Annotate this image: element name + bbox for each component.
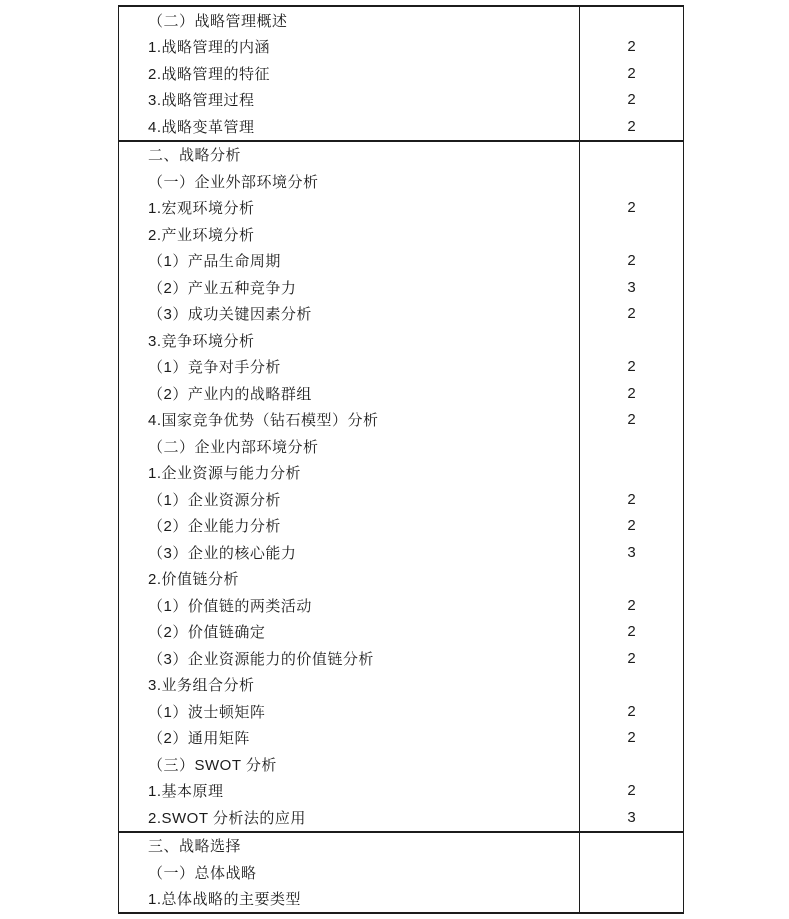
table-row: [119, 7, 683, 34]
row-hours: [579, 168, 683, 195]
table-row: [119, 433, 683, 460]
row-hours: 2: [579, 195, 683, 222]
table-row: [119, 513, 683, 540]
row-hours: 3: [579, 274, 683, 301]
table-row: [119, 195, 683, 222]
row-label: 1.总体战略的主要类型: [148, 891, 302, 909]
row-label: 3.竞争环境分析: [148, 332, 255, 350]
table-row: [119, 566, 683, 593]
row-label: （2）价值链确定: [148, 624, 266, 642]
table-section: [119, 140, 683, 831]
table-section: [119, 831, 683, 913]
row-label: 1.宏观环境分析: [148, 200, 255, 218]
table-row: [119, 60, 683, 87]
row-hours: 3: [579, 804, 683, 831]
row-label: 3.战略管理过程: [148, 92, 255, 110]
table-row: [119, 804, 683, 831]
table-row: [119, 142, 683, 169]
row-label: 二、战略分析: [148, 147, 242, 165]
row-label: 4.战略变革管理: [148, 118, 255, 136]
row-hours: [579, 433, 683, 460]
table-row: [119, 407, 683, 434]
row-label: 1.企业资源与能力分析: [148, 465, 302, 483]
table-row: [119, 327, 683, 354]
row-hours: [579, 859, 683, 886]
row-hours: 2: [579, 113, 683, 140]
row-hours: [579, 7, 683, 34]
row-hours: 2: [579, 380, 683, 407]
row-hours: 2: [579, 248, 683, 275]
table-row: [119, 778, 683, 805]
row-label: 三、战略选择: [148, 838, 242, 856]
row-hours: [579, 566, 683, 593]
row-label: （3）成功关键因素分析: [148, 306, 312, 324]
table-row: [119, 698, 683, 725]
row-label: （二）战略管理概述: [148, 12, 288, 30]
row-hours: 2: [579, 698, 683, 725]
table-row: [119, 354, 683, 381]
table-row: [119, 886, 683, 913]
row-hours: 2: [579, 354, 683, 381]
row-hours: 2: [579, 513, 683, 540]
row-hours: 2: [579, 87, 683, 114]
row-hours: [579, 672, 683, 699]
table-row: [119, 751, 683, 778]
row-hours: 2: [579, 778, 683, 805]
row-hours: [579, 327, 683, 354]
table-row: [119, 460, 683, 487]
row-label: （3）企业资源能力的价值链分析: [148, 650, 374, 668]
row-hours: 2: [579, 486, 683, 513]
row-hours: [579, 460, 683, 487]
row-hours: [579, 886, 683, 913]
table-row: [119, 34, 683, 61]
table-row: [119, 248, 683, 275]
row-label: （三）SWOT 分析: [148, 756, 277, 774]
row-label: （1）产品生命周期: [148, 253, 281, 271]
row-label: （2）产业五种竞争力: [148, 279, 297, 297]
table-row: [119, 380, 683, 407]
table-row: [119, 833, 683, 860]
row-label: 4.国家竞争优势（钻石模型）分析: [148, 412, 379, 430]
row-label: （1）竞争对手分析: [148, 359, 281, 377]
row-label: （1）波士顿矩阵: [148, 703, 266, 721]
syllabus-table: [118, 5, 684, 914]
table-row: [119, 539, 683, 566]
row-label: 2.产业环境分析: [148, 226, 255, 244]
row-label: 1.基本原理: [148, 783, 224, 801]
row-label: （一）企业外部环境分析: [148, 173, 319, 191]
row-hours: 2: [579, 725, 683, 752]
table-row: [119, 221, 683, 248]
row-label: （2）产业内的战略群组: [148, 385, 312, 403]
table-row: [119, 592, 683, 619]
row-label: （1）企业资源分析: [148, 491, 281, 509]
row-hours: 2: [579, 60, 683, 87]
table-row: [119, 168, 683, 195]
table-row: [119, 301, 683, 328]
table-row: [119, 672, 683, 699]
row-hours: 2: [579, 34, 683, 61]
table-row: [119, 87, 683, 114]
table-row: [119, 486, 683, 513]
row-label: 1.战略管理的内涵: [148, 39, 271, 57]
row-label: （2）通用矩阵: [148, 730, 250, 748]
row-hours: 3: [579, 539, 683, 566]
row-hours: 2: [579, 407, 683, 434]
row-label: 2.SWOT 分析法的应用: [148, 809, 306, 827]
row-hours: [579, 751, 683, 778]
row-label: 2.战略管理的特征: [148, 65, 271, 83]
row-label: （2）企业能力分析: [148, 518, 281, 536]
row-label: （二）企业内部环境分析: [148, 438, 319, 456]
row-hours: [579, 142, 683, 169]
table-row: [119, 113, 683, 140]
table-row: [119, 274, 683, 301]
row-hours: 2: [579, 645, 683, 672]
table-row: [119, 725, 683, 752]
row-hours: 2: [579, 592, 683, 619]
row-hours: 2: [579, 301, 683, 328]
table-row: [119, 859, 683, 886]
row-label: 3.业务组合分析: [148, 677, 255, 695]
row-hours: [579, 221, 683, 248]
table-section: [119, 7, 683, 140]
row-label: （3）企业的核心能力: [148, 544, 297, 562]
row-hours: [579, 833, 683, 860]
row-hours: 2: [579, 619, 683, 646]
table-row: [119, 619, 683, 646]
row-label: （一）总体战略: [148, 864, 257, 882]
table-row: [119, 645, 683, 672]
row-label: （1）价值链的两类活动: [148, 597, 312, 615]
row-label: 2.价值链分析: [148, 571, 240, 589]
